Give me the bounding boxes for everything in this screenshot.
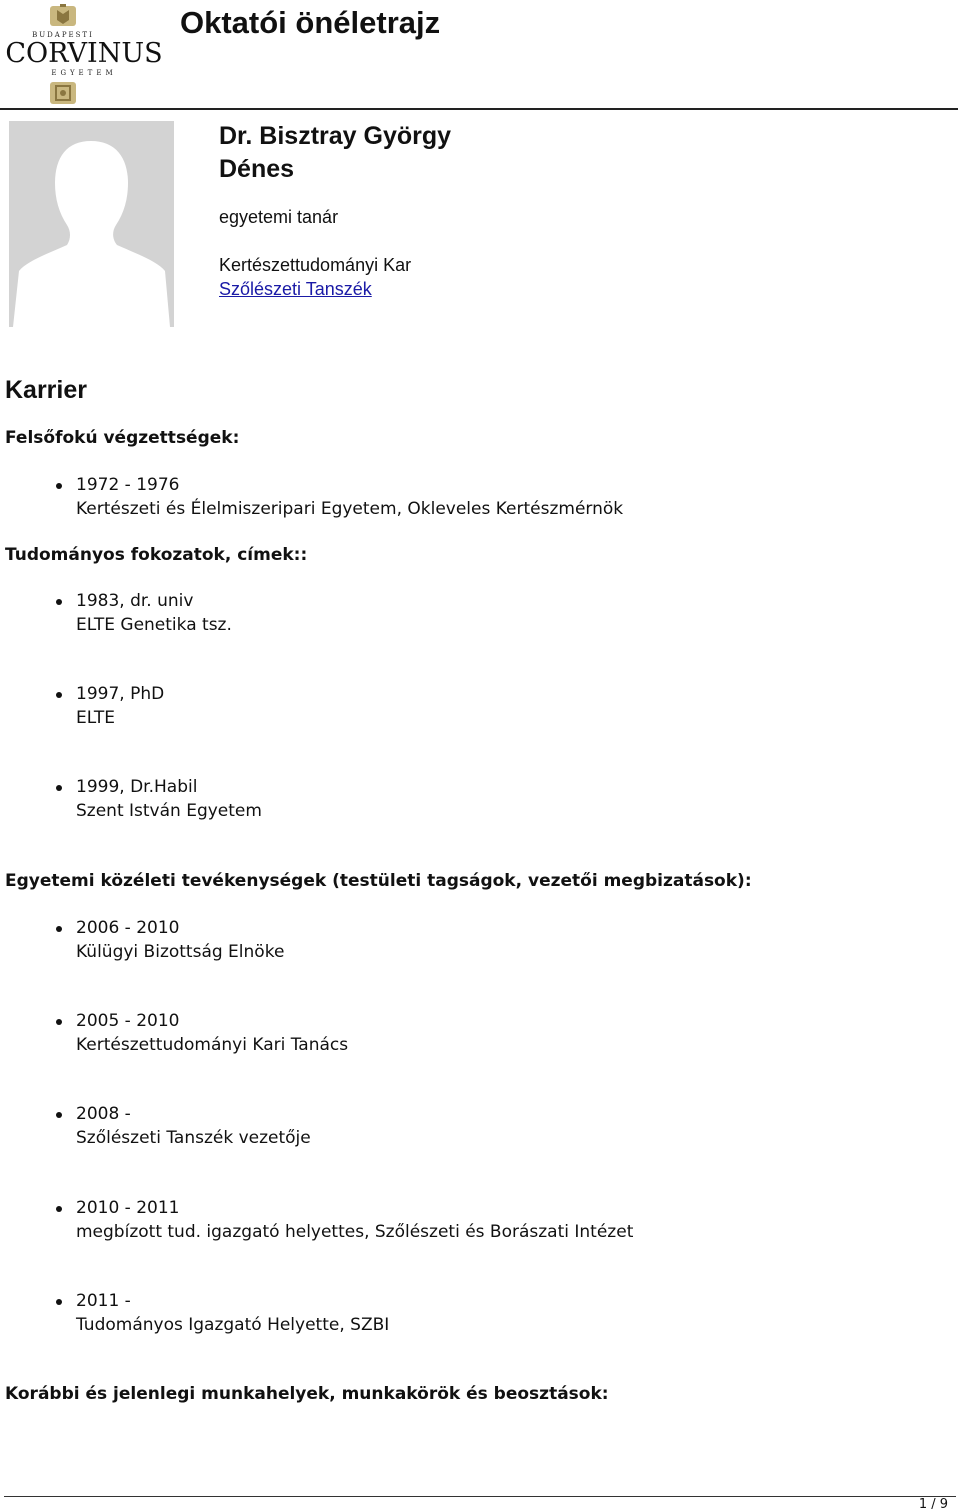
entry-detail: ELTE Genetika tsz.	[76, 614, 232, 635]
entry-period: 2011 -	[76, 1291, 131, 1311]
list-item-role	[76, 1103, 311, 1150]
silhouette-icon	[9, 121, 174, 327]
entry-detail: Külügyi Bizottság Elnöke	[76, 941, 285, 962]
svg-text:EGYETEM: EGYETEM	[51, 69, 117, 77]
heading-workplaces: Korábbi és jelenlegi munkahelyek, munkakörök és beosztások:	[5, 1384, 609, 1404]
person-name-line1: Dr. Bisztray György	[219, 122, 452, 150]
list-item-education	[76, 474, 623, 521]
entry-detail: ELTE	[76, 707, 115, 728]
corvinus-logo	[4, 4, 164, 108]
entry-period: 1983, dr. univ	[76, 591, 194, 611]
document-title: Oktatói önéletrajz	[180, 5, 441, 40]
bullet-icon	[56, 599, 62, 605]
bullet-icon	[56, 483, 62, 489]
entry-period: 1997, PhD	[76, 684, 165, 704]
bullet-icon	[56, 692, 62, 698]
list-item-role	[76, 1010, 348, 1057]
person-name	[219, 120, 549, 186]
person-faculty: Kertészettudományi Kar	[219, 255, 412, 275]
bullet-icon	[56, 1019, 62, 1025]
entry-detail: megbízott tud. igazgató helyettes, Szőlészeti és Borászati Intézet	[76, 1221, 634, 1242]
footer-divider	[4, 1496, 956, 1497]
entry-period: 2010 - 2011	[76, 1198, 180, 1218]
entry-detail: Tudományos Igazgató Helyette, SZBI	[76, 1314, 390, 1335]
list-item-degree	[76, 590, 232, 637]
entry-period: 2006 - 2010	[76, 918, 180, 938]
department-link[interactable]: Szőlészeti Tanszék	[219, 279, 372, 299]
entry-period: 1999, Dr.Habil	[76, 777, 198, 797]
list-item-degree	[76, 776, 262, 823]
entry-detail: Szőlészeti Tanszék vezetője	[76, 1127, 311, 1148]
entry-detail: Szent István Egyetem	[76, 800, 262, 821]
person-info	[219, 120, 549, 300]
list-item-degree	[76, 683, 164, 730]
bullet-icon	[56, 1299, 62, 1305]
heading-education: Felsőfokú végzettségek:	[5, 428, 240, 448]
svg-text:CORVINUS: CORVINUS	[5, 38, 163, 69]
section-title-career: Karrier	[5, 376, 87, 404]
entry-period: 2005 - 2010	[76, 1011, 180, 1031]
bullet-icon	[56, 1206, 62, 1212]
profile-photo-placeholder	[9, 121, 174, 327]
list-item-role	[76, 917, 284, 964]
entry-period: 1972 - 1976	[76, 475, 180, 495]
bullet-icon	[56, 1112, 62, 1118]
heading-public-roles: Egyetemi közéleti tevékenységek (testületi tagságok, vezetői megbizatások):	[5, 871, 752, 891]
header-divider	[0, 108, 958, 110]
person-name-line2: Dénes	[219, 155, 295, 183]
list-item-role	[76, 1197, 633, 1244]
page-number: 1 / 9	[918, 1497, 948, 1512]
bullet-icon	[56, 926, 62, 932]
bullet-icon	[56, 785, 62, 791]
entry-period: 2008 -	[76, 1104, 131, 1124]
heading-degrees: Tudományos fokozatok, címek::	[5, 545, 308, 565]
svg-text:BUDAPESTI: BUDAPESTI	[32, 31, 94, 39]
entry-detail: Kertészeti és Élelmiszeripari Egyetem, Okleveles Kertészmérnök	[76, 498, 624, 519]
list-item-role	[76, 1290, 389, 1337]
person-position: egyetemi tanár	[219, 207, 339, 227]
entry-detail: Kertészettudományi Kari Tanács	[76, 1034, 349, 1055]
